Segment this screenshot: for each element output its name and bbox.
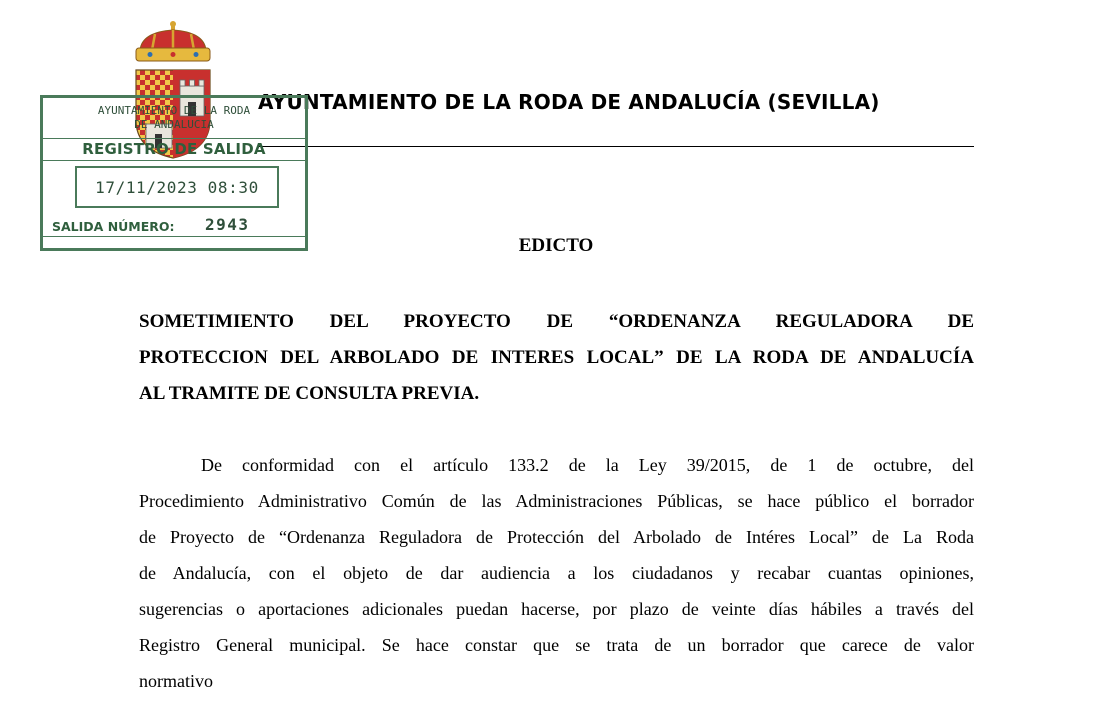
document-subject [139, 304, 974, 412]
subject-line: SOMETIMIENTO DEL PROYECTO DE “ORDENANZA REGULADORA DE [139, 311, 974, 332]
document-body [139, 447, 974, 699]
stamp-org-line-2: DE ANDALUCIA [134, 118, 214, 131]
stamp-number: 2943 [205, 215, 250, 234]
header-divider [258, 146, 974, 147]
document-title: EDICTO [518, 235, 594, 256]
stamp-org-line-1: AYUNTAMIENTO DE LA RODA [97, 104, 251, 117]
subject-line: AL TRAMITE DE CONSULTA PREVIA. [139, 383, 480, 404]
stamp-number-label: SALIDA NÚMERO: [52, 219, 175, 234]
body-line: normativo [139, 671, 213, 691]
stamp-organization [43, 104, 305, 132]
body-line: sugerencias o aportaciones adicionales puedan hacerse, por plazo de veinte días hábiles a través del [139, 599, 974, 619]
body-line: De conformidad con el artículo 133.2 de la Ley 39/2015, de 1 de octubre, del [201, 455, 974, 475]
stamp-divider-top [43, 138, 305, 139]
stamp-divider-middle [43, 160, 305, 161]
registry-stamp [40, 95, 308, 251]
stamp-datetime: 17/11/2023 08:30 [75, 166, 279, 208]
body-line: Registro General municipal. Se hace constar que se trata de un borrador que carece de valor [139, 635, 974, 655]
body-line: Procedimiento Administrativo Común de las Administraciones Públicas, se hace público el borrador [139, 491, 974, 511]
header-title: AYUNTAMIENTO DE LA RODA DE ANDALUCÍA (SEVILLA) [258, 90, 880, 114]
stamp-heading: REGISTRO DE SALIDA [82, 140, 266, 158]
subject-line: PROTECCION DEL ARBOLADO DE INTERES LOCAL” DE LA RODA DE ANDALUCÍA [139, 347, 974, 368]
body-line: de Proyecto de “Ordenanza Reguladora de Protección del Arbolado de Intéres Local” de La Roda [139, 527, 974, 547]
body-line: de Andalucía, con el objeto de dar audiencia a los ciudadanos y recabar cuantas opiniones, [139, 563, 974, 583]
